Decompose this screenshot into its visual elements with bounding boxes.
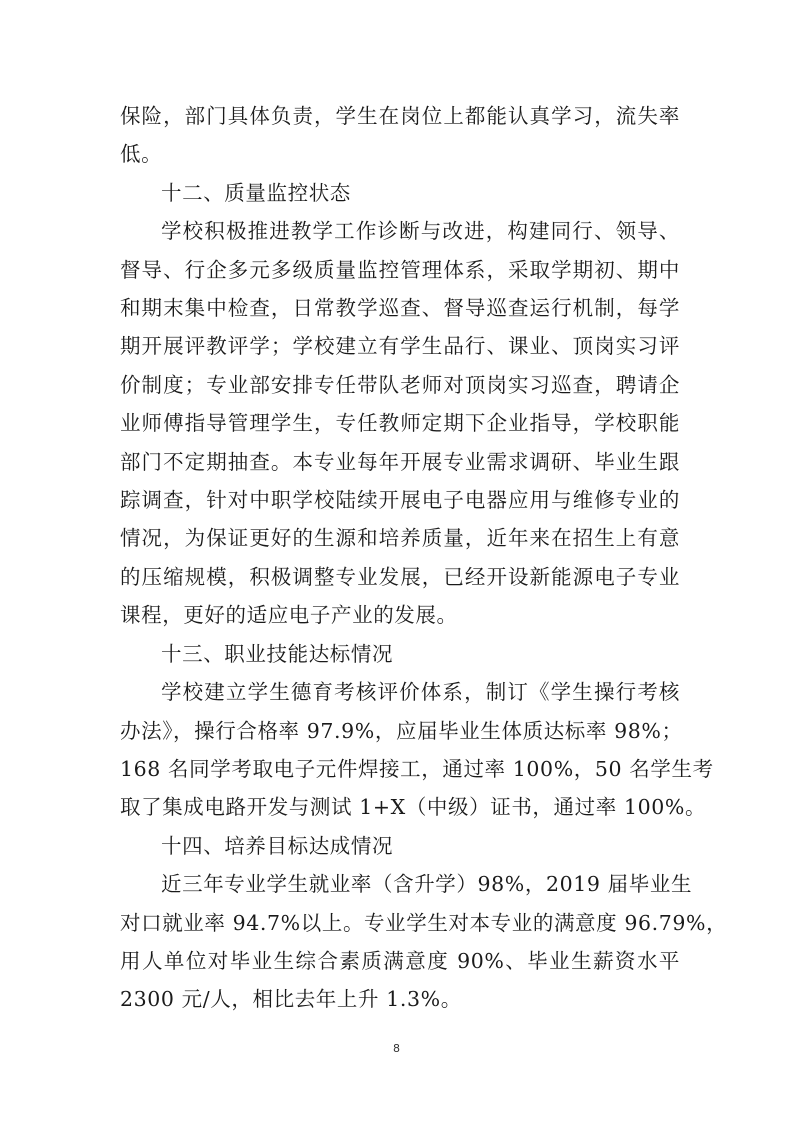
text-line: 对口就业率 94.7%以上。专业学生对本专业的满意度 96.79%， [120,910,728,935]
text-line: 和期末集中检查，日常教学巡查、督导巡查运行机制，每学 [120,296,680,321]
paragraph-training-goals [120,865,728,1019]
document-body [120,97,728,1019]
paragraph-skill-standards [120,673,714,827]
text-line: 保险，部门具体负责，学生在岗位上都能认真学习，流失率 [120,104,680,128]
text-line: 近三年专业学生就业率（含升学）98%，2019 届毕业生 [161,872,693,897]
text-line: 督导、行企多元多级质量监控管理体系，采取学期初、期中 [120,257,680,282]
text-line: 部门不定期抽查。本专业每年开展专业需求调研、毕业生跟 [120,449,680,474]
text-line: 业师傅指导管理学生，专任教师定期下企业指导，学校职能 [120,411,680,436]
text-line: 低。 [120,142,163,167]
text-line: 学校建立学生德育考核评价体系，制订《学生操行考核 [161,680,680,705]
paragraph-continuation [120,97,680,174]
text-line: 2300 元/人，相比去年上升 1.3%。 [120,987,462,1012]
section-heading-skill-standards: 十三、职业技能达标情况 [161,641,394,666]
text-line: 价制度；专业部安排专任带队老师对顶岗实习巡查，聘请企 [120,372,680,397]
section-heading-training-goals: 十四、培养目标达成情况 [161,833,394,858]
text-line: 情况，为保证更好的生源和培养质量，近年来在招生上有意 [120,526,680,551]
text-line: 的压缩规模，积极调整专业发展，已经开设新能源电子专业 [120,564,680,589]
section-heading-quality-monitoring: 十二、质量监控状态 [161,180,351,205]
text-line: 168 名同学考取电子元件焊接工，通过率 100%，50 名学生考 [120,756,714,781]
text-line: 踪调查，针对中职学校陆续开展电子电器应用与维修专业的 [120,488,680,513]
text-line: 学校积极推进教学工作诊断与改进，构建同行、领导、 [161,219,680,244]
text-line: 办法》，操行合格率 97.9%，应届毕业生体质达标率 98%； [120,718,683,743]
page-number: 8 [393,1042,400,1055]
paragraph-quality-monitoring [120,212,680,634]
text-line: 课程，更好的适应电子产业的发展。 [120,603,458,628]
text-line: 用人单位对毕业生综合素质满意度 90%、毕业生薪资水平 [120,948,680,973]
text-line: 期开展评教评学；学校建立有学生品行、课业、顶岗实习评 [120,334,680,359]
text-line: 取了集成电路开发与测试 1+X（中级）证书，通过率 100%。 [120,795,707,820]
